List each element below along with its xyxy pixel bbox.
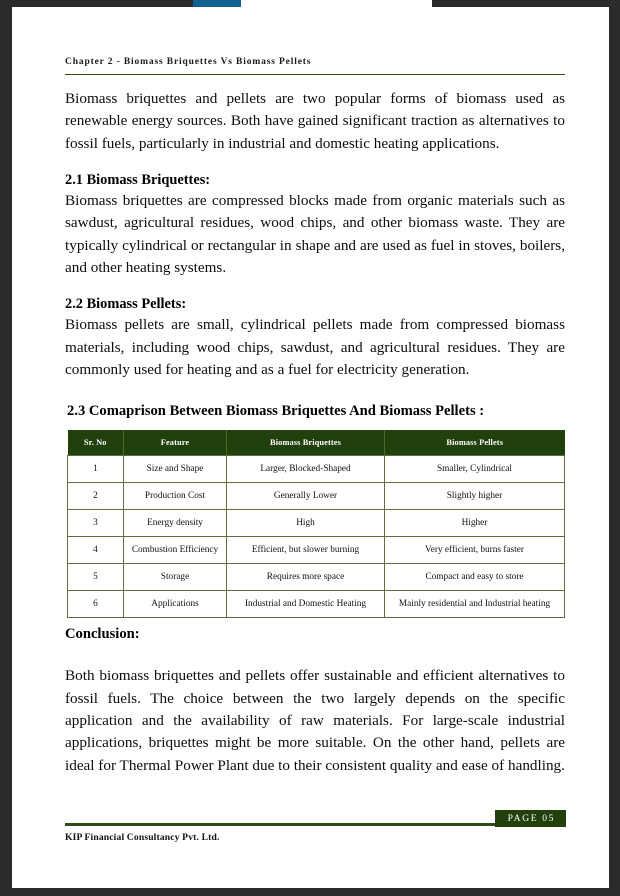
header-divider [65, 74, 565, 75]
document-page [12, 7, 609, 888]
page-number-badge: PAGE 05 [495, 810, 566, 827]
cell-feature: Storage [124, 564, 227, 591]
conclusion-paragraph: Both biomass briquettes and pellets offer sustainable and efficient alternatives to fossil fuels. The choice between the two largely depends on the specific application and the availability of raw materials. For large-scale industrial applications, briquettes might be more suitable. On the other hand, pellets are ideal for Thermal Power Plant due to their consistent quality and ease of handling. [65, 667, 565, 774]
cell-feature: Combustion Efficiency [124, 537, 227, 564]
column-header-sr-no: Sr. No [68, 430, 124, 456]
cell-feature: Applications [124, 591, 227, 618]
cell-sr-no: 1 [68, 456, 124, 483]
cell-pellets: Higher [385, 510, 565, 537]
column-header-biomass-pellets: Biomass Pellets [385, 430, 565, 456]
table-body [68, 456, 565, 618]
cell-sr-no: 6 [68, 591, 124, 618]
cell-briquettes: Larger, Blocked-Shaped [227, 456, 385, 483]
section-biomass-briquettes [65, 172, 565, 279]
scrollbar-progress-segment[interactable] [193, 0, 241, 7]
cell-feature: Size and Shape [124, 456, 227, 483]
intro-paragraph: Biomass briquettes and pellets are two popular forms of biomass used as renewable energy sources. Both have gained significant traction as alternatives to fossil fuels, particularly in industrial and domestic heating applications. [65, 90, 565, 152]
table-header [68, 430, 565, 456]
footer-divider [65, 823, 565, 826]
cell-pellets: Mainly residential and Industrial heating [385, 591, 565, 618]
cell-pellets: Smaller, Cylindrical [385, 456, 565, 483]
table-row [68, 456, 565, 483]
cell-pellets: Compact and easy to store [385, 564, 565, 591]
column-header-biomass-briquettes: Biomass Briquettes [227, 430, 385, 456]
cell-briquettes: Industrial and Domestic Heating [227, 591, 385, 618]
section-heading-2-2: 2.2 Biomass Pellets: [65, 296, 187, 313]
cell-sr-no: 4 [68, 537, 124, 564]
cell-pellets: Slightly higher [385, 483, 565, 510]
cell-feature: Production Cost [124, 483, 227, 510]
cell-sr-no: 3 [68, 510, 124, 537]
table-row [68, 510, 565, 537]
chapter-header: Chapter 2 - Biomass Briquettes Vs Biomass Pellets [65, 57, 312, 67]
cell-feature: Energy density [124, 510, 227, 537]
cell-briquettes: Requires more space [227, 564, 385, 591]
section-heading-2-1: 2.1 Biomass Briquettes: [65, 172, 211, 189]
cell-sr-no: 5 [68, 564, 124, 591]
table-row [68, 564, 565, 591]
section-biomass-pellets [65, 296, 565, 381]
cell-briquettes: Generally Lower [227, 483, 385, 510]
section-body-2-1: Biomass briquettes are compressed blocks made from organic materials such as sawdust, agricultural residues, wood chips, and other biomass waste. They are typically cylindrical or rectangular in shape and are used as fuel in stoves, boilers, and other heating systems. [65, 192, 565, 277]
horizontal-scrollbar[interactable] [0, 0, 620, 7]
comparison-table [67, 430, 565, 618]
footer-company-name: KIP Financial Consultancy Pvt. Ltd. [65, 832, 220, 843]
table-row [68, 591, 565, 618]
cell-briquettes: High [227, 510, 385, 537]
page-content [12, 7, 609, 777]
table-header-row [68, 430, 565, 456]
cell-sr-no: 2 [68, 483, 124, 510]
cell-briquettes: Efficient, but slower burning [227, 537, 385, 564]
column-header-feature: Feature [124, 430, 227, 456]
cell-pellets: Very efficient, burns faster [385, 537, 565, 564]
section-body-2-2: Biomass pellets are small, cylindrical pellets made from compressed biomass materials, including wood chips, sawdust, and agricultural residues. They are commonly used for heating and as a fuel for electricity generation. [65, 316, 565, 379]
table-row [68, 537, 565, 564]
conclusion-heading: Conclusion: [65, 626, 140, 643]
table-row [68, 483, 565, 510]
section-heading-2-3: 2.3 Comaprison Between Biomass Briquettes And Biomass Pellets : [67, 403, 485, 420]
